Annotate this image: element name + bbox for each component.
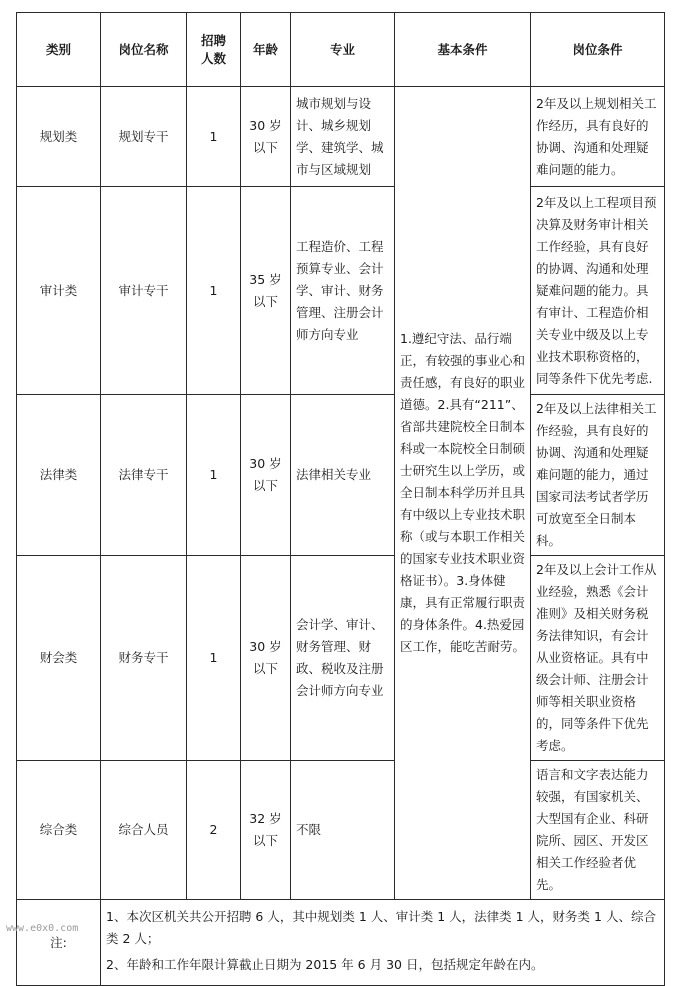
cell-category: 规划类 [17,87,101,187]
header-hires-line1: 招聘 [200,32,226,48]
cell-hires: 1 [187,395,241,556]
table-row [17,187,665,395]
recruitment-table [16,12,665,986]
cell-age: 30 岁以下 [241,87,291,187]
cell-post-req: 2年及以上工程项目预决算及财务审计相关工作经验，具有良好的协调、沟通和处理疑难问题的能力。具有审计、工程造价相关专业中级及以上专业技术职称资格的，同等条件下优先考虑. [531,187,665,395]
table-row [17,761,665,900]
cell-basic-conditions: 1.遵纪守法、品行端正，有较强的事业心和责任感，有良好的职业道德。2.具有“211”、省部共建院校全日制本科或一本院校全日制硕士研究生以上学历，或全日制本科学历并且具有中级以上专业技术职称（或与本职工作相关的国家专业技术职业资格证书）。3.身体健康，具有正常履行职责的身体条件。4.热爱园区工作，能吃苦耐劳。 [395,87,531,900]
header-post-req: 岗位条件 [531,13,665,87]
cell-position: 审计专干 [101,187,187,395]
cell-category: 财会类 [17,556,101,761]
cell-post-req: 2年及以上法律相关工作经验，具有良好的协调、沟通和处理疑难问题的能力，通过国家司法考试者学历可放宽至全日制本科。 [531,395,665,556]
cell-category: 审计类 [17,187,101,395]
cell-major: 工程造价、工程预算专业、会计学、审计、财务管理、注册会计师方向专业 [291,187,395,395]
table-row [17,87,665,187]
cell-age: 35 岁以下 [241,187,291,395]
note-row [17,900,665,986]
cell-hires: 1 [187,556,241,761]
table-row [17,556,665,761]
site-watermark: www.e0x0.com [6,923,79,934]
note-text [101,900,665,986]
cell-major: 法律相关专业 [291,395,395,556]
cell-position: 规划专干 [101,87,187,187]
header-position: 岗位名称 [101,13,187,87]
cell-age: 32 岁以下 [241,761,291,900]
cell-hires: 1 [187,187,241,395]
cell-position: 法律专干 [101,395,187,556]
note-line-1: 1、本次区机关共公开招聘 6 人，其中规划类 1 人、审计类 1 人，法律类 1 人，财务类 1 人、综合类 2 人； [106,908,656,946]
header-hires-line2: 人数 [200,50,226,66]
cell-major: 会计学、审计、财务管理、财政、税收及注册会计师方向专业 [291,556,395,761]
cell-position: 综合人员 [101,761,187,900]
cell-category: 综合类 [17,761,101,900]
cell-major: 不限 [291,761,395,900]
note-line-2: 2、年龄和工作年限计算截止日期为 2015 年 6 月 30 日，包括规定年龄在内。 [106,956,544,972]
cell-post-req: 2年及以上规划相关工作经历，具有良好的协调、沟通和处理疑难问题的能力。 [531,87,665,187]
header-category: 类别 [17,13,101,87]
cell-category: 法律类 [17,395,101,556]
header-age: 年龄 [241,13,291,87]
cell-post-req: 语言和文字表达能力较强，有国家机关、大型国有企业、科研院所、园区、开发区相关工作经验者优先。 [531,761,665,900]
table-row [17,395,665,556]
header-hires [187,13,241,87]
header-major: 专业 [291,13,395,87]
header-basic: 基本条件 [395,13,531,87]
cell-age: 30 岁以下 [241,556,291,761]
cell-major: 城市规划与设计、城乡规划学、建筑学、城市与区域规划 [291,87,395,187]
note-label: 注: [17,900,101,986]
header-row [17,13,665,87]
cell-age: 30 岁以下 [241,395,291,556]
cell-hires: 1 [187,87,241,187]
cell-post-req: 2年及以上会计工作从业经验，熟悉《会计准则》及相关财务税务法律知识，有会计从业资格证。具有中级会计师、注册会计师等相关职业资格的，同等条件下优先考虑。 [531,556,665,761]
cell-hires: 2 [187,761,241,900]
cell-position: 财务专干 [101,556,187,761]
